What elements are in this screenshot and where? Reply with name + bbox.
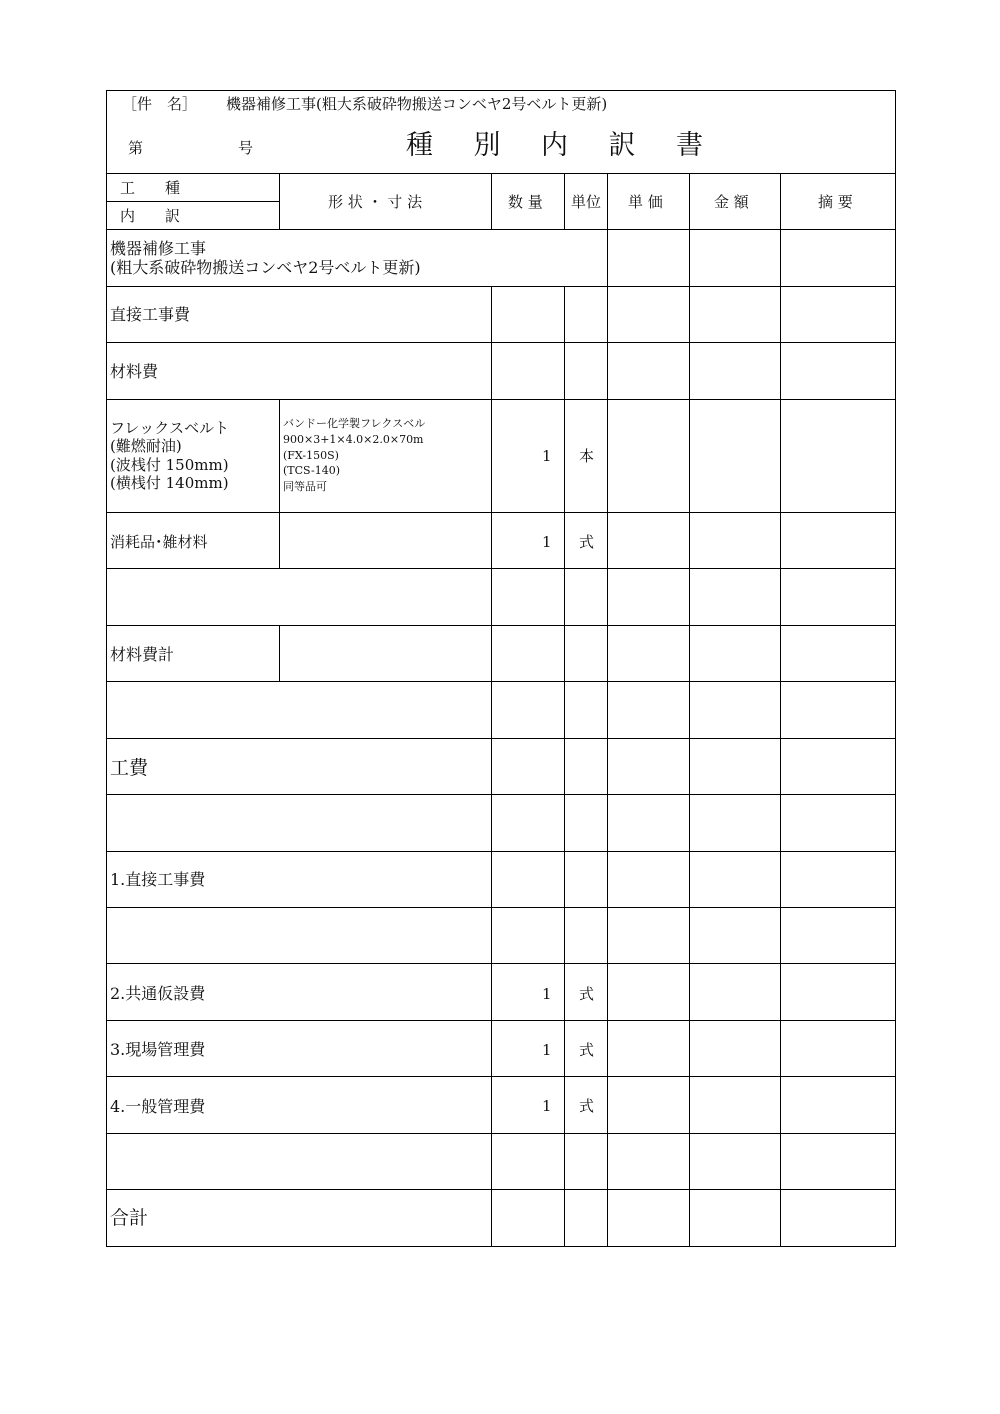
grid-line	[491, 1076, 492, 1133]
grid-line	[780, 1076, 781, 1133]
row-17-name: 合計	[110, 1207, 149, 1229]
row-11-name: 1.直接工事費	[110, 870, 206, 889]
grid-line	[491, 1020, 492, 1076]
grid-line	[279, 625, 280, 681]
grid-line	[780, 1020, 781, 1076]
row-4-qty: 1	[542, 447, 552, 465]
grid-line	[106, 399, 896, 400]
grid-line	[491, 681, 492, 738]
grid-line	[607, 1133, 608, 1189]
grid-line	[607, 738, 608, 794]
grid-line	[780, 342, 781, 399]
row-4-name: フレックスベルト	[110, 419, 230, 437]
row-1-name-sub: (粗大系破砕物搬送コンベヤ2号ベルト更新)	[110, 258, 421, 277]
grid-line	[780, 738, 781, 794]
row-7-name: 材料費計	[110, 645, 175, 664]
grid-line	[780, 794, 781, 851]
grid-line	[780, 229, 781, 286]
grid-line	[564, 1020, 565, 1076]
page-title: 種 別 内 訳 書	[406, 130, 710, 161]
grid-line	[780, 512, 781, 568]
column-unit-price: 単 価	[628, 193, 663, 211]
column-type: 工 種	[120, 179, 181, 197]
grid-line	[106, 1076, 896, 1077]
grid-line	[106, 851, 896, 852]
grid-line	[106, 286, 896, 287]
grid-line	[780, 568, 781, 625]
row-13-unit: 式	[579, 985, 595, 1003]
grid-line	[607, 229, 608, 286]
grid-line	[780, 907, 781, 963]
grid-line	[491, 399, 492, 512]
grid-line	[491, 568, 492, 625]
grid-line	[780, 963, 781, 1020]
grid-line	[689, 173, 690, 229]
grid-line	[780, 399, 781, 512]
grid-line	[607, 173, 608, 229]
row-5-name: 消耗品･雑材料	[110, 533, 208, 551]
row-1-name: 機器補修工事	[110, 239, 207, 258]
grid-line	[607, 1189, 608, 1246]
grid-line	[780, 1133, 781, 1189]
grid-line	[564, 1133, 565, 1189]
grid-line	[564, 794, 565, 851]
grid-line	[564, 907, 565, 963]
grid-line	[780, 286, 781, 342]
row-4-spec-5: 同等品可	[283, 480, 327, 493]
grid-line	[491, 794, 492, 851]
grid-line	[689, 1020, 690, 1076]
grid-line	[564, 173, 565, 229]
grid-line	[607, 851, 608, 907]
grid-line	[689, 512, 690, 568]
grid-line	[106, 625, 896, 626]
grid-line	[491, 625, 492, 681]
row-15-name: 4.一般管理費	[110, 1097, 206, 1116]
grid-line	[607, 681, 608, 738]
grid-line	[491, 1189, 492, 1246]
grid-line	[564, 681, 565, 738]
grid-line	[564, 625, 565, 681]
grid-line	[780, 173, 781, 229]
grid-line	[607, 1076, 608, 1133]
grid-line	[106, 568, 896, 569]
number-label-first: 第	[128, 139, 144, 157]
project-name: 機器補修工事(粗大系破砕物搬送コンベヤ2号ベルト更新)	[226, 95, 608, 113]
row-14-name: 3.現場管理費	[110, 1040, 206, 1059]
grid-line	[491, 342, 492, 399]
column-spec: 形 状 ・ 寸 法	[328, 193, 423, 211]
grid-line	[689, 568, 690, 625]
grid-line	[564, 963, 565, 1020]
grid-line	[106, 229, 896, 230]
grid-line	[106, 907, 896, 908]
grid-line	[607, 568, 608, 625]
grid-line	[106, 738, 896, 739]
grid-line	[689, 399, 690, 512]
grid-line	[564, 512, 565, 568]
row-4-name-2: (難燃耐油)	[110, 437, 182, 455]
row-5-qty: 1	[542, 533, 552, 551]
grid-line	[607, 512, 608, 568]
column-unit: 単位	[571, 193, 602, 211]
row-15-qty: 1	[542, 1097, 552, 1115]
column-remarks: 摘 要	[818, 193, 853, 211]
row-9-name: 工費	[110, 757, 149, 779]
grid-line	[607, 963, 608, 1020]
grid-line	[491, 907, 492, 963]
row-4-unit: 本	[579, 447, 595, 465]
grid-line	[689, 625, 690, 681]
row-4-name-4: (横桟付 140mm)	[110, 474, 229, 492]
grid-line	[689, 851, 690, 907]
row-13-name: 2.共通仮設費	[110, 984, 206, 1003]
grid-line	[564, 286, 565, 342]
grid-line	[106, 173, 896, 174]
row-4-spec-1: バンドー化学製フレクスベル	[283, 417, 426, 430]
grid-line	[780, 851, 781, 907]
column-breakdown: 内 訳	[120, 207, 181, 225]
grid-line	[491, 738, 492, 794]
grid-line	[491, 173, 492, 229]
row-14-qty: 1	[542, 1041, 552, 1059]
grid-line	[564, 399, 565, 512]
grid-line	[607, 399, 608, 512]
grid-line	[689, 1076, 690, 1133]
number-label-suffix: 号	[238, 139, 254, 157]
grid-line	[607, 794, 608, 851]
grid-line	[106, 512, 896, 513]
grid-line	[689, 1133, 690, 1189]
row-15-unit: 式	[579, 1097, 595, 1115]
grid-line	[279, 512, 280, 568]
grid-line	[607, 907, 608, 963]
row-13-qty: 1	[542, 985, 552, 1003]
row-4-spec-2: 900×3+1×4.0×2.0×70m	[283, 433, 424, 446]
grid-line	[106, 1189, 896, 1190]
grid-line	[607, 342, 608, 399]
grid-line	[106, 681, 896, 682]
grid-line	[279, 399, 280, 512]
grid-line	[106, 963, 896, 964]
grid-line	[491, 286, 492, 342]
grid-line	[491, 1133, 492, 1189]
grid-line	[689, 342, 690, 399]
grid-line	[689, 907, 690, 963]
grid-line	[564, 342, 565, 399]
grid-line	[564, 1189, 565, 1246]
project-label: ［件 名］	[122, 95, 198, 113]
grid-line	[607, 286, 608, 342]
row-4-spec-4: (TCS-140)	[283, 464, 340, 477]
row-3-name: 材料費	[110, 362, 159, 381]
grid-line	[689, 738, 690, 794]
row-4-name-3: (波桟付 150mm)	[110, 456, 229, 474]
grid-line	[491, 851, 492, 907]
grid-line	[689, 1189, 690, 1246]
row-14-unit: 式	[579, 1041, 595, 1059]
grid-line	[607, 1020, 608, 1076]
grid-line	[106, 201, 279, 202]
row-2-name: 直接工事費	[110, 305, 191, 324]
grid-line	[689, 286, 690, 342]
row-4-spec-3: (FX-150S)	[283, 449, 339, 462]
grid-line	[491, 512, 492, 568]
grid-line	[689, 681, 690, 738]
grid-line	[564, 1076, 565, 1133]
grid-line	[780, 1189, 781, 1246]
grid-line	[279, 173, 280, 229]
grid-line	[491, 963, 492, 1020]
grid-line	[106, 342, 896, 343]
column-amount: 金 額	[714, 193, 749, 211]
grid-line	[780, 681, 781, 738]
column-qty: 数 量	[508, 193, 543, 211]
row-5-unit: 式	[579, 533, 595, 551]
grid-line	[106, 794, 896, 795]
grid-line	[780, 625, 781, 681]
grid-line	[607, 625, 608, 681]
grid-line	[564, 738, 565, 794]
grid-line	[106, 1133, 896, 1134]
grid-line	[564, 568, 565, 625]
grid-line	[689, 794, 690, 851]
grid-line	[689, 229, 690, 286]
grid-line	[689, 963, 690, 1020]
grid-line	[564, 851, 565, 907]
grid-line	[106, 1020, 896, 1021]
